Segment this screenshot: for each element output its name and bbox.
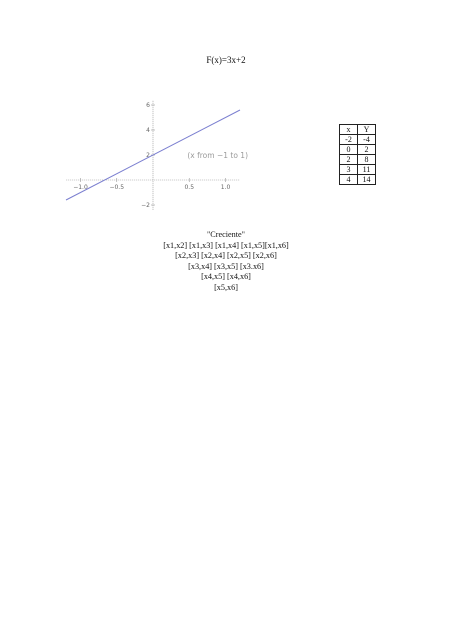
y-tick-label: 6 bbox=[146, 102, 150, 109]
function-plot bbox=[62, 96, 252, 216]
y-tick-label: 4 bbox=[146, 127, 150, 134]
table-cell: 2 bbox=[358, 145, 376, 155]
intervals-line: [x3,x4] [x3,x5] [x3.x6] bbox=[188, 261, 264, 271]
table-cell: -2 bbox=[340, 135, 358, 145]
plot-range-note: (x from −1 to 1) bbox=[187, 151, 248, 160]
intervals-line: [x5,x6] bbox=[214, 282, 238, 292]
y-tick-label: −2 bbox=[141, 202, 150, 209]
intervals-line: [x4,x5] [x4,x6] bbox=[201, 272, 251, 282]
table-cell: 3 bbox=[340, 165, 358, 175]
values-table bbox=[339, 124, 376, 185]
table-cell: 8 bbox=[358, 155, 376, 165]
table-cell: 2 bbox=[340, 155, 358, 165]
intervals-text bbox=[0, 230, 452, 294]
table-cell: 11 bbox=[358, 165, 376, 175]
x-tick-label: 1.0 bbox=[220, 184, 231, 191]
x-tick-label: −1.0 bbox=[73, 184, 88, 191]
y-tick-label: 2 bbox=[146, 152, 150, 159]
table-row bbox=[340, 135, 376, 145]
table-row bbox=[340, 165, 376, 175]
table-cell: 0 bbox=[340, 145, 358, 155]
table-cell: 4 bbox=[340, 175, 358, 185]
table-cell: -4 bbox=[358, 135, 376, 145]
table-header-y: Y bbox=[358, 125, 376, 135]
page-title: F(x)=3x+2 bbox=[206, 55, 246, 65]
intervals-line: [x1,x2] [x1,x3] [x1,x4] [x1,x5][x1,x6] bbox=[163, 240, 289, 250]
intervals-heading: "Creciente" bbox=[206, 230, 246, 239]
table-row bbox=[340, 175, 376, 185]
table-cell: 14 bbox=[358, 175, 376, 185]
x-tick-label: 0.5 bbox=[184, 184, 195, 191]
table-row bbox=[340, 155, 376, 165]
table-header-x: x bbox=[340, 125, 358, 135]
table-row bbox=[340, 145, 376, 155]
table-header-row bbox=[340, 125, 376, 135]
x-tick-label: −0.5 bbox=[109, 184, 125, 191]
intervals-line: [x2,x3] [x2,x4] [x2,x5] [x2,x6] bbox=[175, 251, 277, 261]
